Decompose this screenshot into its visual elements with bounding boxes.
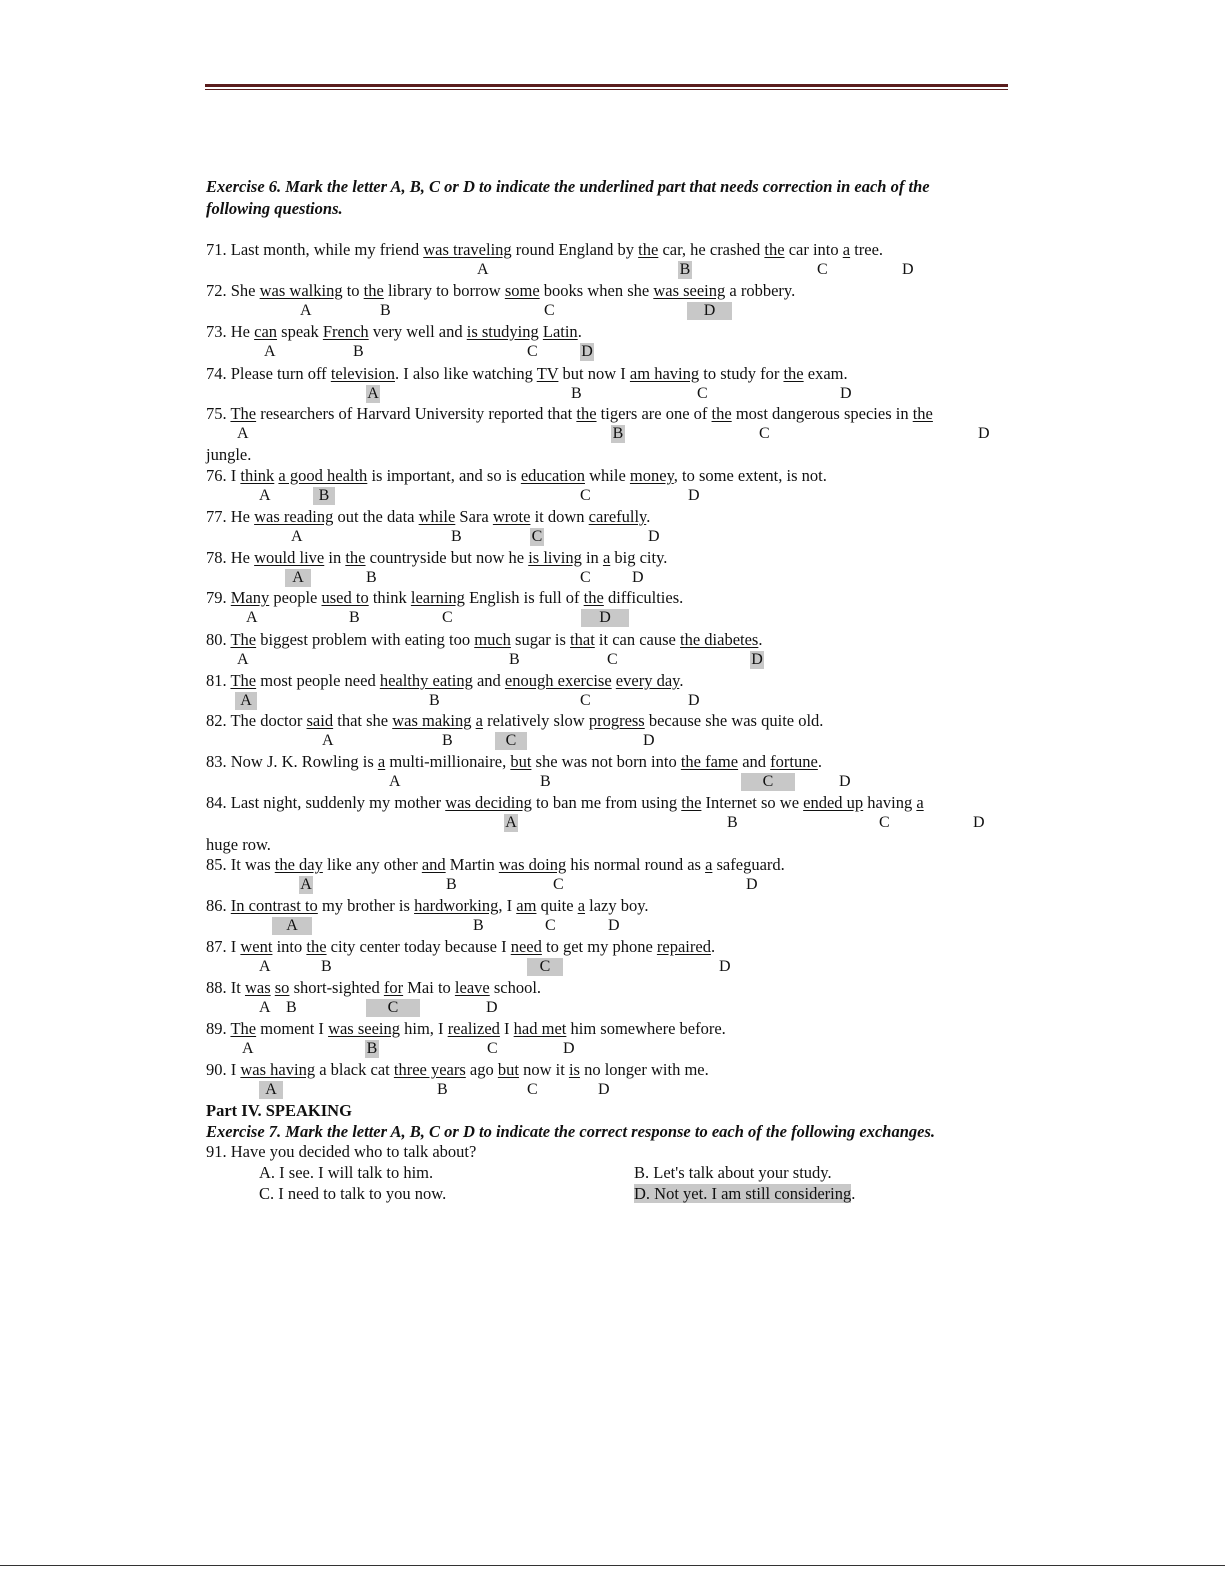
underlined-part: the fame: [680, 752, 739, 771]
footer-rule: [0, 1565, 1225, 1566]
answer-label: C: [817, 261, 828, 278]
question-text: safeguard.: [712, 855, 785, 874]
underlined-part: wrote: [492, 507, 531, 526]
question-text: moment I: [256, 1019, 329, 1038]
answer-label-highlighted: B: [366, 1040, 378, 1057]
answer-label-highlighted: C: [527, 958, 563, 976]
underlined-part: was traveling: [423, 240, 512, 259]
question-text: biggest problem with eating too: [256, 630, 475, 649]
underlined-part: was deciding: [445, 793, 532, 812]
question-text: .: [817, 752, 822, 771]
question-text: 79.: [206, 588, 231, 607]
option-d-period: .: [851, 1184, 856, 1203]
answer-label-highlighted: A: [259, 1081, 283, 1099]
question-text: most people need: [256, 671, 380, 690]
answer-label: D: [648, 528, 660, 545]
underlined-part: Latin: [542, 322, 578, 341]
answer-label: A: [259, 487, 271, 504]
question-text: she was not born into: [531, 752, 681, 771]
answer-label: B: [446, 876, 457, 893]
answer-label: B: [349, 609, 360, 626]
underlined-part: that: [570, 630, 595, 649]
header-rule-thin: [205, 89, 1008, 90]
underlined-part: money: [629, 466, 674, 485]
answer-label-highlighted: A: [505, 814, 517, 831]
question-text: .: [577, 322, 582, 341]
question-text: Mai to: [403, 978, 455, 997]
question-text: to study for: [699, 364, 784, 383]
question-text: English is full of: [464, 588, 584, 607]
question-text: . I also like watching: [394, 364, 537, 383]
question-text: tigers are one of: [596, 404, 712, 423]
question-text: most dangerous species in: [731, 404, 913, 423]
underlined-part: repaired: [656, 937, 711, 956]
answer-label: D: [978, 425, 990, 442]
question-text: .: [758, 630, 763, 649]
question-text: 76. I: [206, 466, 241, 485]
question-text: I: [499, 1019, 514, 1038]
answer-label: B: [321, 958, 332, 975]
underlined-part: much: [474, 630, 511, 649]
answer-label-highlighted: A: [235, 692, 257, 710]
question-text: while: [585, 466, 630, 485]
underlined-part: progress: [588, 711, 645, 730]
underlined-part: would live: [254, 548, 325, 567]
answer-label-highlighted: C: [495, 732, 527, 750]
underlined-part: The: [230, 1019, 257, 1038]
underlined-part: three years: [393, 1060, 466, 1079]
answer-label: C: [544, 302, 555, 319]
underlined-part: can: [254, 322, 278, 341]
underlined-part: hardworking: [414, 896, 499, 915]
question-text: countryside but now he: [365, 548, 529, 567]
answer-label-highlighted: C: [531, 528, 543, 545]
underlined-part: the: [583, 588, 604, 607]
question-82: [206, 711, 823, 731]
underlined-part: the: [363, 281, 384, 300]
question-text: to ban me from using: [531, 793, 682, 812]
answer-label: A: [322, 732, 334, 749]
answer-label: D: [902, 261, 914, 278]
question-81: [206, 671, 683, 691]
question-84: [206, 793, 924, 813]
answer-label: D: [973, 814, 985, 831]
underlined-part: carefully: [588, 507, 647, 526]
underlined-part: but: [497, 1060, 519, 1079]
question-text: quite: [536, 896, 578, 915]
question-77: [206, 507, 650, 527]
answer-label: D: [746, 876, 758, 893]
underlined-part: In contrast to: [230, 896, 318, 915]
underlined-part: a: [705, 855, 713, 874]
question-text: big city.: [610, 548, 668, 567]
underlined-part: healthy eating: [379, 671, 473, 690]
question-text: 90. I: [206, 1060, 241, 1079]
underlined-part: TV: [536, 364, 559, 383]
underlined-part: was walking: [259, 281, 343, 300]
answer-label-highlighted: D: [751, 651, 763, 668]
question-text: 78. He: [206, 548, 255, 567]
underlined-part: the: [711, 404, 732, 423]
question-75: [206, 404, 933, 424]
question-text: Sara: [455, 507, 493, 526]
question-text: him, I: [400, 1019, 448, 1038]
question-text: people: [269, 588, 322, 607]
underlined-part: am: [516, 896, 537, 915]
answer-label: B: [437, 1081, 448, 1098]
question-text: him somewhere before.: [566, 1019, 726, 1038]
underlined-part: was doing: [498, 855, 567, 874]
question-continuation: jungle.: [206, 445, 252, 464]
answer-label: C: [527, 343, 538, 360]
underlined-part: am having: [629, 364, 700, 383]
underlined-part: the: [638, 240, 659, 259]
underlined-part: enough exercise: [504, 671, 612, 690]
answer-label: A: [237, 651, 249, 668]
question-text: no longer with me.: [579, 1060, 709, 1079]
underlined-part: The: [230, 404, 257, 423]
answer-label-highlighted: B: [679, 261, 691, 278]
question-text: .: [679, 671, 684, 690]
question-73: [206, 322, 582, 342]
underlined-part: but: [510, 752, 532, 771]
question-text: library to borrow: [383, 281, 505, 300]
question-74: [206, 364, 848, 384]
answer-label: A: [237, 425, 249, 442]
question-89: [206, 1019, 726, 1039]
underlined-part: the diabetes: [680, 630, 759, 649]
question-text: books when she: [539, 281, 654, 300]
question-text: to: [342, 281, 364, 300]
question-text: into: [272, 937, 307, 956]
answer-label: C: [580, 569, 591, 586]
question-71: [206, 240, 883, 260]
question-text: researchers of Harvard University reported that: [256, 404, 577, 423]
question-91: 91. Have you decided who to talk about?: [206, 1142, 477, 1161]
answer-label: C: [580, 487, 591, 504]
underlined-part: need: [510, 937, 542, 956]
question-80: [206, 630, 762, 650]
underlined-part: the: [764, 240, 785, 259]
underlined-part: education: [520, 466, 585, 485]
question-72: [206, 281, 795, 301]
question-text: city center today because I: [326, 937, 511, 956]
question-text: 74. Please turn off: [206, 364, 331, 383]
answer-label: C: [527, 1081, 538, 1098]
question-text: is important, and so is: [367, 466, 521, 485]
underlined-part: ended up: [803, 793, 864, 812]
question-text: in: [324, 548, 346, 567]
question-text: and: [472, 671, 505, 690]
answer-label: C: [879, 814, 890, 831]
underlined-part: Many: [230, 588, 270, 607]
underlined-part: so: [274, 978, 290, 997]
question-85: [206, 855, 785, 875]
question-text: multi-millionaire,: [385, 752, 511, 771]
question-text: , I: [498, 896, 517, 915]
answer-label: C: [607, 651, 618, 668]
answer-label: A: [264, 343, 276, 360]
question-text: , to some extent, is not.: [673, 466, 827, 485]
underlined-part: was seeing: [328, 1019, 401, 1038]
underlined-part: for: [383, 978, 404, 997]
underlined-part: the: [576, 404, 597, 423]
underlined-part: was making: [392, 711, 472, 730]
answer-label-highlighted: A: [285, 569, 311, 587]
underlined-part: while: [418, 507, 456, 526]
question-text: 82. The doctor: [206, 711, 307, 730]
question-text: 77. He: [206, 507, 255, 526]
underlined-part: is: [568, 1060, 580, 1079]
question-text: think: [368, 588, 411, 607]
underlined-part: every day: [615, 671, 680, 690]
question-83: [206, 752, 822, 772]
underlined-part: a good health: [278, 466, 368, 485]
question-87: [206, 937, 715, 957]
answer-label: C: [759, 425, 770, 442]
question-text: a robbery.: [725, 281, 796, 300]
answer-label: C: [697, 385, 708, 402]
answer-label-highlighted: B: [313, 487, 335, 505]
underlined-part: was seeing: [653, 281, 726, 300]
answer-label: D: [839, 773, 851, 790]
question-text: .: [646, 507, 651, 526]
question-text: .: [710, 937, 716, 956]
underlined-part: some: [504, 281, 540, 300]
question-text: very well and: [368, 322, 467, 341]
question-88: [206, 978, 541, 998]
answer-label: C: [545, 917, 556, 934]
answer-label: B: [451, 528, 462, 545]
question-text: speak: [277, 322, 323, 341]
question-text: my brother is: [317, 896, 415, 915]
underlined-part: the: [681, 793, 702, 812]
answer-label: D: [688, 487, 700, 504]
underlined-part: French: [322, 322, 369, 341]
answer-label: D: [643, 732, 655, 749]
answer-label: B: [366, 569, 377, 586]
underlined-part: is studying: [466, 322, 539, 341]
answer-label: B: [509, 651, 520, 668]
question-text: out the data: [333, 507, 419, 526]
option-d-answer-highlight: D. Not yet. I am still considering: [634, 1184, 852, 1203]
question-text: now it: [518, 1060, 569, 1079]
underlined-part: learning: [410, 588, 465, 607]
part-4-title: Part IV. SPEAKING: [206, 1101, 352, 1120]
underlined-part: a: [475, 711, 483, 730]
answer-label-highlighted: A: [272, 917, 312, 935]
question-text: having: [863, 793, 917, 812]
option-d: [634, 1184, 855, 1204]
question-text: 71. Last month, while my friend: [206, 240, 424, 259]
answer-label: A: [291, 528, 303, 545]
underlined-part: and: [421, 855, 446, 874]
answer-label-highlighted: C: [741, 773, 795, 791]
option-c: C. I need to talk to you now.: [259, 1184, 447, 1203]
answer-label-highlighted: D: [687, 302, 732, 320]
question-continuation: huge row.: [206, 835, 271, 854]
question-text: it can cause: [594, 630, 681, 649]
question-text: a black cat: [315, 1060, 394, 1079]
question-text: his normal round as: [566, 855, 706, 874]
underlined-part: used to: [321, 588, 369, 607]
underlined-part: a: [842, 240, 851, 259]
exercise-6-title-line1: Exercise 6. Mark the letter A, B, C or D to indicate the underlined part that needs correction in each of the: [206, 177, 930, 196]
answer-label: D: [486, 999, 498, 1016]
underlined-part: a: [602, 548, 611, 567]
question-text: Martin: [445, 855, 499, 874]
answer-label: A: [259, 958, 271, 975]
underlined-part: had met: [513, 1019, 567, 1038]
question-text: 87. I: [206, 937, 241, 956]
answer-label: C: [487, 1040, 498, 1057]
question-76: [206, 466, 827, 486]
answer-label: B: [286, 999, 297, 1016]
underlined-part: fortune: [770, 752, 818, 771]
option-b: B. Let's talk about your study.: [634, 1163, 832, 1182]
answer-label: B: [727, 814, 738, 831]
underlined-part: the: [306, 937, 327, 956]
question-text: car, he crashed: [658, 240, 765, 259]
answer-label: A: [389, 773, 401, 790]
underlined-part: a: [377, 752, 386, 771]
question-text: 75.: [206, 404, 231, 423]
question-text: car into: [784, 240, 843, 259]
answer-label: C: [553, 876, 564, 893]
question-text: ago: [465, 1060, 498, 1079]
answer-label-highlighted: A: [300, 876, 312, 893]
question-text: like any other: [322, 855, 422, 874]
question-text: 73. He: [206, 322, 255, 341]
question-text: 89.: [206, 1019, 231, 1038]
underlined-part: is living: [528, 548, 582, 567]
question-90: [206, 1060, 709, 1080]
question-86: [206, 896, 649, 916]
underlined-part: went: [240, 937, 273, 956]
question-text: round England by: [511, 240, 639, 259]
underlined-part: a: [916, 793, 924, 812]
header-rule: [205, 84, 1008, 87]
question-text: exam.: [803, 364, 848, 383]
answer-label: D: [840, 385, 852, 402]
question-79: [206, 588, 683, 608]
answer-label-highlighted: D: [581, 609, 629, 627]
answer-label: B: [442, 732, 453, 749]
underlined-part: the: [345, 548, 366, 567]
answer-label: D: [598, 1081, 610, 1098]
answer-label: C: [442, 609, 453, 626]
exercise-6-title-line2: following questions.: [206, 199, 343, 218]
answer-label: B: [353, 343, 364, 360]
question-text: 83. Now J. K. Rowling is: [206, 752, 378, 771]
answer-label: D: [688, 692, 700, 709]
underlined-part: the: [783, 364, 804, 383]
underlined-part: leave: [454, 978, 490, 997]
question-text: and: [738, 752, 771, 771]
answer-label: A: [300, 302, 312, 319]
option-a: A. I see. I will talk to him.: [259, 1163, 434, 1182]
answer-label: A: [477, 261, 489, 278]
question-text: 81.: [206, 671, 231, 690]
question-text: 72. She: [206, 281, 260, 300]
answer-label-highlighted: B: [612, 425, 624, 442]
answer-label: B: [380, 302, 391, 319]
question-text: relatively slow: [482, 711, 589, 730]
question-text: Internet so we: [701, 793, 804, 812]
answer-label: B: [473, 917, 484, 934]
underlined-part: was reading: [254, 507, 334, 526]
underlined-part: The: [230, 630, 257, 649]
underlined-part: think: [240, 466, 275, 485]
question-text: tree.: [850, 240, 884, 259]
question-text: school.: [489, 978, 542, 997]
answer-label: D: [719, 958, 731, 975]
answer-label: D: [608, 917, 620, 934]
underlined-part: television: [330, 364, 395, 383]
answer-label: A: [242, 1040, 254, 1057]
answer-label: C: [580, 692, 591, 709]
underlined-part: a: [577, 896, 586, 915]
question-78: [206, 548, 667, 568]
underlined-part: the: [912, 404, 933, 423]
answer-label: B: [540, 773, 551, 790]
answer-label: A: [246, 609, 258, 626]
question-text: in: [581, 548, 603, 567]
answer-label: A: [259, 999, 271, 1016]
underlined-part: The: [230, 671, 257, 690]
answer-label: B: [429, 692, 440, 709]
answer-label-highlighted: A: [367, 385, 379, 402]
question-text: short-sighted: [289, 978, 384, 997]
question-text: 88. It: [206, 978, 245, 997]
question-text: but now I: [558, 364, 630, 383]
question-text: 84. Last night, suddenly my mother: [206, 793, 446, 812]
exercise-7-title: Exercise 7. Mark the letter A, B, C or D to indicate the correct response to each of the following exchanges.: [206, 1122, 936, 1141]
question-text: that she: [333, 711, 393, 730]
question-text: it down: [530, 507, 589, 526]
answer-label: D: [563, 1040, 575, 1057]
underlined-part: was: [244, 978, 271, 997]
answer-label-highlighted: C: [366, 999, 420, 1017]
underlined-part: realized: [447, 1019, 500, 1038]
question-text: because she was quite old.: [644, 711, 824, 730]
question-text: lazy boy.: [585, 896, 649, 915]
underlined-part: said: [306, 711, 334, 730]
underlined-part: the day: [274, 855, 323, 874]
answer-label-highlighted: D: [581, 343, 593, 360]
question-text: to get my phone: [541, 937, 657, 956]
question-text: 80.: [206, 630, 231, 649]
question-text: 86.: [206, 896, 231, 915]
answer-label: B: [571, 385, 582, 402]
question-text: sugar is: [510, 630, 571, 649]
underlined-part: was having: [240, 1060, 316, 1079]
answer-label: D: [632, 569, 644, 586]
question-text: 85. It was: [206, 855, 275, 874]
question-text: difficulties.: [603, 588, 684, 607]
